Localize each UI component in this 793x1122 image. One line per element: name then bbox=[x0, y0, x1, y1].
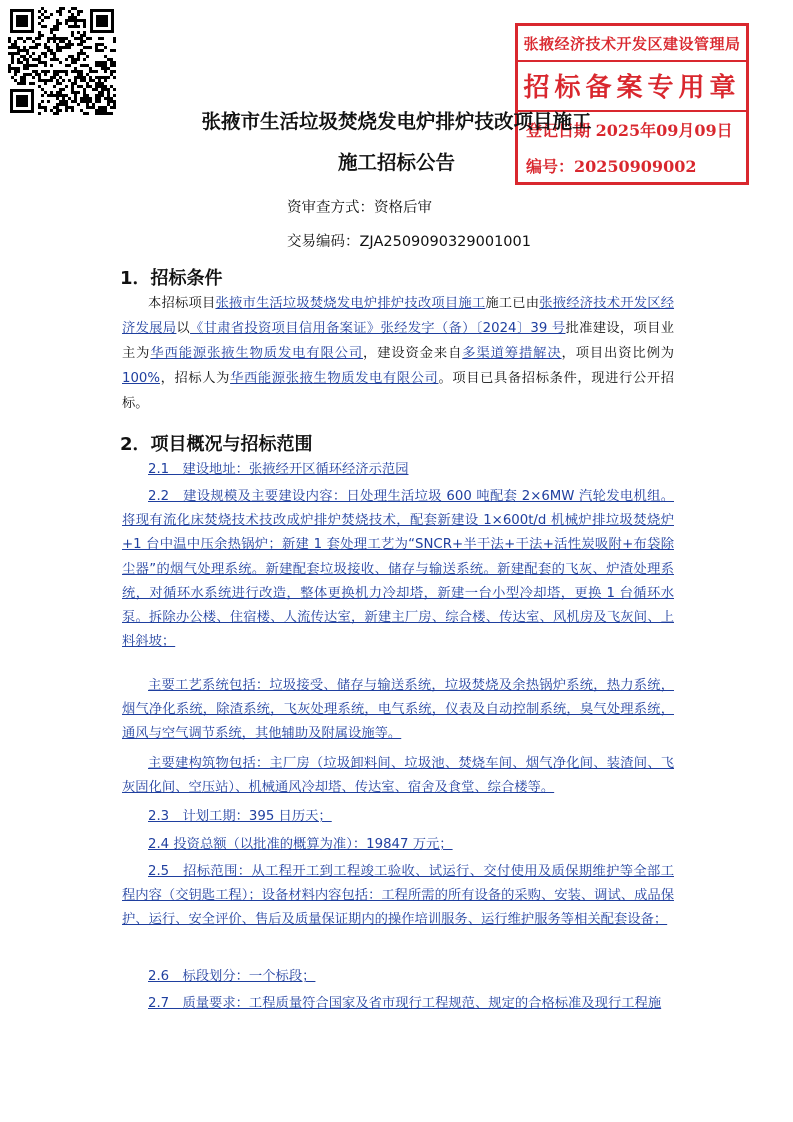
approval-document: 《甘肃省投资项目信用备案证》张经发字（备）〔2024〕39 号 bbox=[190, 321, 566, 336]
section-2-heading: 2．项目概况与招标范围 bbox=[120, 434, 313, 455]
investment-ratio: 100% bbox=[122, 371, 161, 386]
main-process-systems: 主要工艺系统包括：垃圾接受、储存与输送系统，垃圾焚烧及余热锅炉系统，热力系统，烟气净化系统，除渣系统，飞灰处理系统，电气系统，仪表及自动控制系统，臭气处理系统，通风与空气调节系统，其他辅助及附属设施等。 bbox=[122, 678, 674, 742]
item-2-5: 2.5 招标范围：从工程开工到工程竣工验收、试运行、交付使用及质保期维护等全部工程内容（交钥匙工程）；设备材料内容包括：工程所需的所有设备的采购、安装、调试、成品保护、运行、安全评价、售后及质量保证期内的操作培训服务、运行维护服务等相关配套设备； bbox=[122, 864, 674, 928]
project-name: 张掖市生活垃圾焚烧发电炉排炉技改项目施工 bbox=[215, 296, 486, 311]
section-1-heading: 1．招标条件 bbox=[120, 268, 223, 289]
section-1-body: 本招标项目张掖市生活垃圾焚烧发电炉排炉技改项目施工施工已由张掖经济技术开发区经济发展局以《甘肃省投资项目信用备案证》张经发字（备）〔2024〕39 号批准建设，项目业主为华西能源张掖生物质发电有限公司，建设资金来自多渠道筹措解决，项目出资比例为100%，招标人为华西能源张掖生物质发电有限公司。项目已具备招标条件，现进行公开招标。 bbox=[122, 296, 675, 411]
seal-date: 登记日期 2025年09月09日 bbox=[526, 121, 733, 140]
project-owner: 华西能源张掖生物质发电有限公司 bbox=[150, 346, 364, 361]
item-2-4: 2.4 投资总额（以批准的概算为准）：19847 万元； bbox=[148, 837, 453, 852]
seal-number: 编号：20250909002 bbox=[526, 157, 697, 176]
main-structures: 主要建构筑物包括：主厂房（垃圾卸料间、垃圾池、焚烧车间、烟气净化间、装渣间、飞灰固化间、空压站）、机械通风冷却塔、传达室、宿舍及食堂、综合楼等。 bbox=[122, 756, 674, 796]
item-2-1: 2.1 建设地址：张掖经开区循环经济示范园 bbox=[148, 462, 409, 477]
document-title: 张掖市生活垃圾焚烧发电炉排炉技改项目施工 bbox=[201, 110, 592, 133]
seal-title: 招标备案专用章 bbox=[518, 66, 746, 112]
item-2-3: 2.3 计划工期：395 日历天； bbox=[148, 809, 332, 824]
seal-organization: 张掖经济技术开发区建设管理局 bbox=[518, 33, 746, 62]
review-method: 资审查方式：资格后审 bbox=[287, 200, 432, 216]
tenderer: 华西能源张掖生物质发电有限公司 bbox=[230, 371, 439, 386]
approver: 张掖经济技术开发区经济发展局 bbox=[122, 296, 675, 336]
item-2-6: 2.6 标段划分：一个标段； bbox=[148, 969, 316, 984]
trade-code: 交易编码：ZJA2509090329001001 bbox=[287, 234, 531, 250]
item-2-2: 2.2 建设规模及主要建设内容：日处理生活垃圾 600 吨配套 2×6MW 汽轮发电机组。将现有流化床焚烧技术技改成炉排炉焚烧技术，配套新建设 1×600t/d 机械炉排垃圾焚烧炉+1 台中温中压余热锅炉；新建 1 套处理工艺为“SNCR+半干法+干法+活性炭吸附+布袋除尘器”的烟气处理系统。新建配套垃圾接收、储存与输送系统。新建配套的飞灰、炉渣处理系统，对循环水系统进行改造，整体更换机力冷却塔，新建一台小型冷却塔，更换 1 台循环水泵。拆除办公楼、住宿楼、人流传达室，新建主厂房、综合楼、传达室、风机房及飞灰间、上料斜坡； bbox=[122, 489, 674, 650]
document-subtitle: 施工招标公告 bbox=[337, 151, 455, 174]
item-2-7: 2.7 质量要求：工程质量符合国家及省市现行工程规范、规定的合格标准及现行工程施 bbox=[148, 996, 662, 1011]
fund-source: 多渠道筹措解决 bbox=[462, 346, 562, 361]
qr-code bbox=[8, 7, 116, 115]
